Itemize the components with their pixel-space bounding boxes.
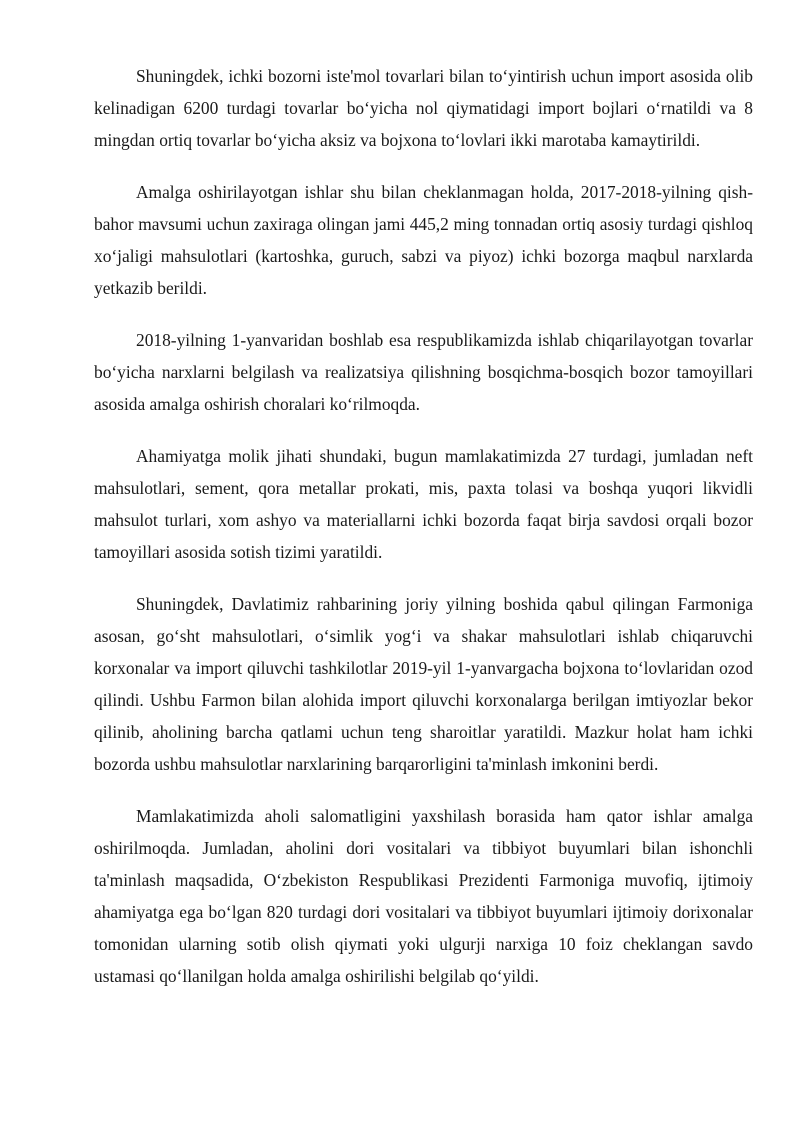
paragraph-3: 2018-yilning 1-yanvaridan boshlab esa respublikamizda ishlab chiqarilayotgan tovarlar bo‘yicha narxlarni belgilash va realizatsiya qilishning bosqichma-bosqich bozor tamoyillari asosida amalga oshirish choralari ko‘rilmoqda.	[94, 330, 753, 414]
paragraph-6: Mamlakatimizda aholi salomatligini yaxshilash borasida ham qator ishlar amalga oshirilmoqda. Jumladan, aholini dori vositalari va tibbiyot buyumlari bilan ishonchli ta'minlash maqsadida, O‘zbekiston Respublikasi Prezidenti Farmoniga muvofiq, ijtimoiy ahamiyatga ega bo‘lgan 820 turdagi dori vositalari va tibbiyot buyumlari ijtimoiy dorixonalar tomonidan ularning sotib olish qiymati yoki ulgurji narxiga 10 foiz cheklangan savdo ustamasi qo‘llanilgan holda amalga oshirilishi belgilab qo‘yildi.	[94, 806, 753, 986]
paragraph-4: Ahamiyatga molik jihati shundaki, bugun mamlakatimizda 27 turdagi, jumladan neft mahsulotlari, sement, qora metallar prokati, mis, paxta tolasi va boshqa yuqori likvidli mahsulot turlari, xom ashyo va materiallarni ichki bozorda faqat birja savdosi orqali bozor tamoyillari asosida sotish tizimi yaratildi.	[94, 446, 753, 562]
paragraph-5: Shuningdek, Davlatimiz rahbarining joriy yilning boshida qabul qilingan Farmoniga asosan, go‘sht mahsulotlari, o‘simlik yog‘i va shakar mahsulotlari ishlab chiqaruvchi korxonalar va import qiluvchi tashkilotlar 2019-yil 1-yanvargacha bojxona to‘lovlaridan ozod qilindi. Ushbu Farmon bilan alohida import qiluvchi korxonalarga berilgan imtiyozlar bekor qilinib, aholining barcha qatlami uchun teng sharoitlar yaratildi. Mazkur holat ham ichki bozorda ushbu mahsulotlar narxlarining barqarorligini ta'minlash imkonini berdi.	[94, 594, 753, 774]
document-page	[94, 60, 753, 1012]
paragraph-2: Amalga oshirilayotgan ishlar shu bilan cheklanmagan holda, 2017-2018-yilning qish-bahor mavsumi uchun zaxiraga olingan jami 445,2 ming tonnadan ortiq asosiy turdagi qishloq xo‘jaligi mahsulotlari (kartoshka, guruch, sabzi va piyoz) ichki bozorga maqbul narxlarda yetkazib berildi.	[94, 182, 753, 298]
paragraph-1: Shuningdek, ichki bozorni iste'mol tovarlari bilan to‘yintirish uchun import asosida olib kelinadigan 6200 turdagi tovarlar bo‘yicha nol qiymatidagi import bojlari o‘rnatildi va 8 mingdan ortiq tovarlar bo‘yicha aksiz va bojxona to‘lovlari ikki marotaba kamaytirildi.	[94, 66, 753, 150]
